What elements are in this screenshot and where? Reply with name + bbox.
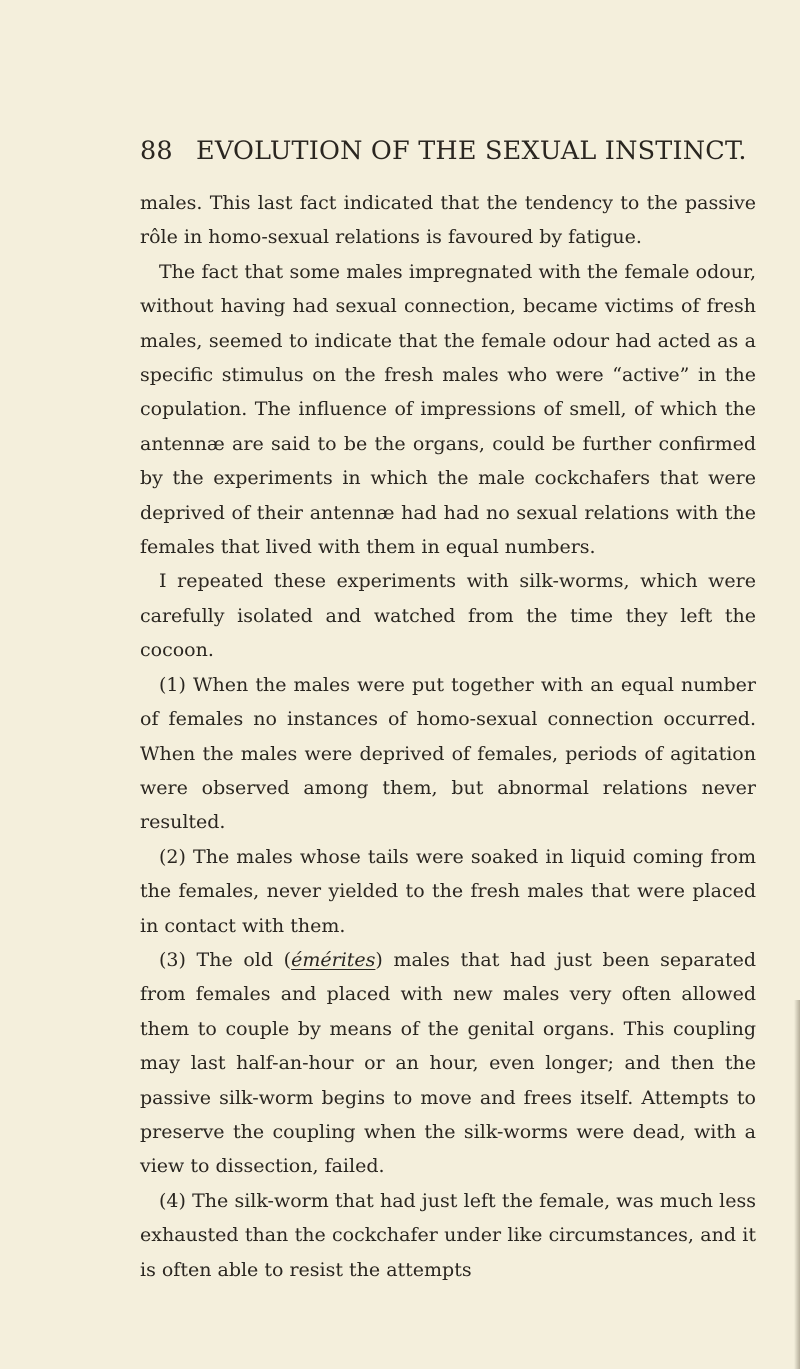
- running-title: EVOLUTION OF THE SEXUAL INSTINCT.: [196, 136, 747, 166]
- paragraph-silk-worm-experiments: I repeated these experiments with silk-worms, which were carefully isolated and watched from the time they left the cocoon.: [140, 570, 756, 662]
- paragraph-continuation: males. This last fact indicated that the tendency to the passive rôle in homo-sexual relations is favoured by fatigue.: [140, 192, 756, 249]
- emphasis-emerites: émérites: [291, 948, 376, 971]
- paragraph-odour-stimulus: The fact that some males impregnated with the female odour, without having had sexual connection, became victims of fresh males, seemed to indicate that the female odour had acted as a specific stimulus on the fresh males who were “active” in the copulation. The influence of impressions of smell, of which the antennæ are said to be the organs, could be further confirmed by the experiments in which the male cockchafers that were deprived of their antennæ had had no sexual relations with the females that lived with them in equal numbers.: [140, 260, 756, 559]
- paragraph-observation-2: (2) The males whose tails were soaked in liquid coming from the females, never yielded to the fresh males that were placed in contact with them.: [140, 845, 756, 937]
- paragraph-observation-4: (4) The silk-worm that had just left the female, was much less exhausted than the cockchafer under like circumstances, and it is often able to resist the attempts: [140, 1189, 756, 1281]
- page-number: 88: [140, 136, 173, 166]
- page-header: [140, 136, 747, 172]
- paragraph-observation-1: (1) When the males were put together with an equal number of females no instances of homo-sexual connection occurred. When the males were deprived of females, periods of agitation were observed among them, but abnormal relations never resulted.: [140, 673, 756, 834]
- observation-3-rest: ) males that had just been separated from females and placed with new males very often allowed them to couple by means of the genital organs. This coupling may last half-an-hour or an hour, even longer; and then the passive silk-worm begins to move and frees itself. Attempts to preserve the coupling when the silk-worms were dead, with a view to dissection, failed.: [140, 948, 757, 1178]
- body-text: [140, 186, 756, 1287]
- paragraph-observation-3: [140, 943, 756, 1184]
- observation-3-lead: (3) The old (: [159, 948, 292, 971]
- page-edge-shadow: [794, 1000, 800, 1369]
